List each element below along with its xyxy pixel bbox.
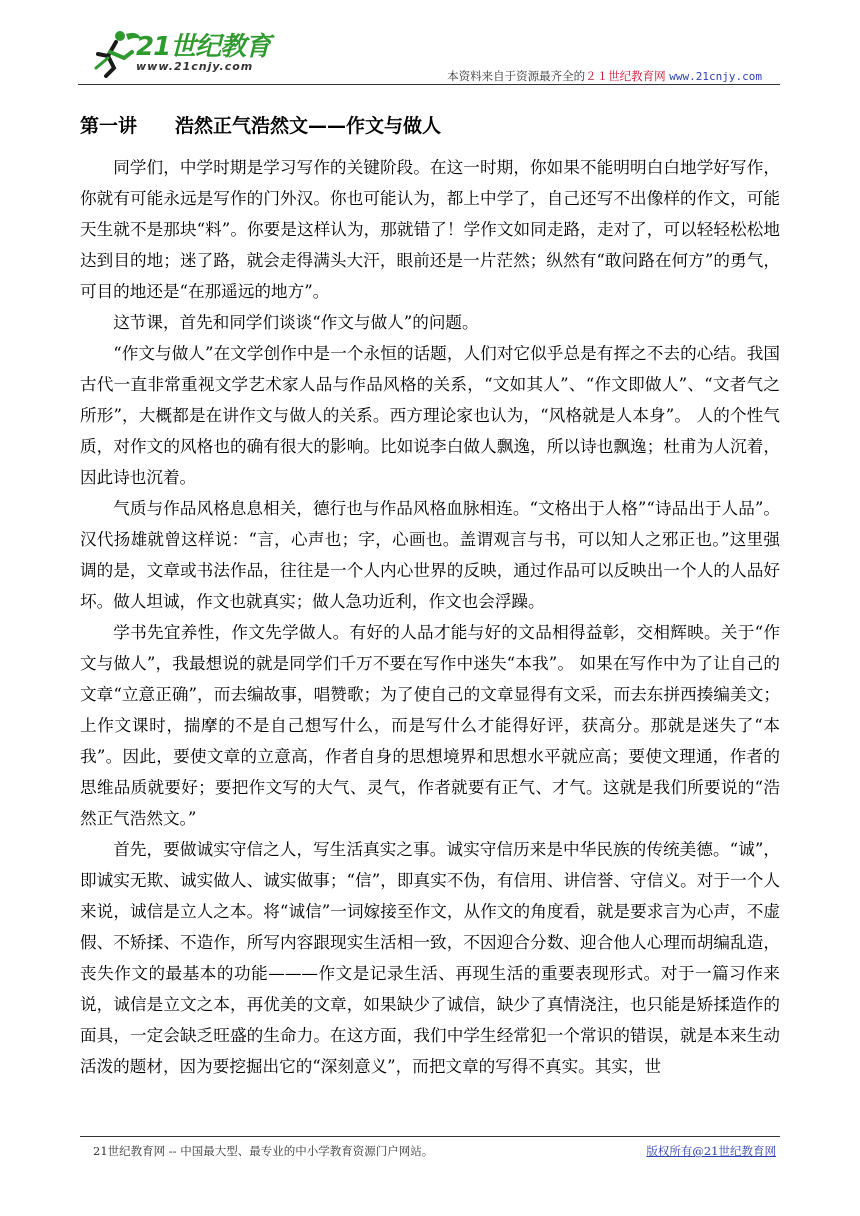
header-divider bbox=[78, 84, 780, 85]
footer-divider bbox=[80, 1136, 780, 1137]
logo-brand-text: 21世纪教育 bbox=[136, 32, 271, 62]
logo-url-text: www.21cnjy.com bbox=[136, 60, 254, 73]
paragraph: 这节课，首先和同学们谈谈“作文与做人”的问题。 bbox=[113, 313, 479, 332]
paragraph: 气质与作品风格息息相关，德行也与作品风格血脉相连。“文格出于人格”“诗品出于人品”。汉代扬雄就曾这样说：“言，心声也；字，心画也。盖谓观言与书，可以知人之邪正也。”这里强调的是，文章或书法作品，往往是一个人内心世界的反映，通过作品可以反映出一个人的人品好坏。做人坦诚，作文也就真实；做人急功近利，作文也会浮躁。 bbox=[80, 499, 780, 611]
header-source-site[interactable]: ２１世纪教育网 bbox=[585, 69, 666, 83]
page-header bbox=[78, 22, 780, 84]
paragraph: 同学们，中学时期是学习写作的关键阶段。在这一时期，你如果不能明明白白地学好写作，你就有可能永远是写作的门外汉。你也可能认为，都上中学了，自己还写不出像样的作文，可能天生就不是那块“料”。你要是这样认为，那就错了！学作文如同走路，走对了，可以轻轻松松地达到目的地；迷了路，就会走得满头大汗，眼前还是一片茫然；纵然有“敢问路在何方”的勇气，可目的地还是“在那遥远的地方”。 bbox=[80, 158, 780, 301]
paragraph: 首先，要做诚实守信之人，写生活真实之事。诚实守信历来是中华民族的传统美德。“诚”，即诚实无欺、诚实做人、诚实做事；“信”，即真实不伪，有信用、讲信誉、守信义。对于一个人来说，诚信是立人之本。将“诚信”一词嫁接至作文，从作文的角度看，就是要求言为心声，不虚假、不矫揉、不造作，所写内容跟现实生活相一致，不因迎合分数、迎合他人心理而胡编乱造，丧失作文的最基本的功能———作文是记录生活、再现生活的重要表现形式。对于一篇习作来说，诚信是立文之本，再优美的文章，如果缺少了诚信，缺少了真情浇注，也只能是矫揉造作的面具，一定会缺乏旺盛的生命力。在这方面，我们中学生经常犯一个常识的错误，就是本来生动活泼的题材，因为要挖掘出它的“深刻意义”，而把文章的写得不真实。其实，世 bbox=[80, 840, 780, 1076]
header-source-url[interactable]: www.21cnjy.com bbox=[669, 70, 762, 83]
footer-copyright-link[interactable]: 版权所有@21世纪教育网 bbox=[646, 1144, 776, 1158]
paragraph: “作文与做人”在文学创作中是一个永恒的话题，人们对它似乎总是有挥之不去的心结。我国古代一直非常重视文学艺术家人品与作品风格的关系，“文如其人”、“作文即做人”、“文者气之所形”，大概都是在讲作文与做人的关系。西方理论家也认为，“风格就是人本身”。 人的个性气质，对作文的风格也的确有很大的影响。比如说李白做人飘逸，所以诗也飘逸；杜甫为人沉着，因此诗也沉着。 bbox=[80, 344, 780, 487]
site-logo[interactable] bbox=[78, 22, 308, 80]
lesson-title: 第一讲 浩然正气浩然文——作文与做人 bbox=[80, 115, 442, 137]
paragraph: 学书先宜养性，作文先学做人。有好的人品才能与好的文品相得益彰，交相辉映。关于“作文与做人”，我最想说的就是同学们千万不要在写作中迷失“本我”。 如果在写作中为了让自己的文章“立意正确”，而去编故事，唱赞歌；为了使自己的文章显得有文采，而去东拼西揍编美文；上作文课时，揣摩的不是自己想写什么，而是写什么才能得好评，获高分。那就是迷失了“本我”。因此，要使文章的立意高，作者自身的思想境界和思想水平就应高；要使文理通，作者的思维品质就要好；要把作文写的大气、灵气，作者就要有正气、才气。这就是我们所要说的“浩然正气浩然文。” bbox=[80, 623, 780, 828]
header-source-prefix: 本资料来自于资源最齐全的 bbox=[447, 69, 586, 83]
header-source-line bbox=[447, 68, 762, 84]
footer-site-description: 21世纪教育网 -- 中国最大型、最专业的中小学教育资源门户网站。 bbox=[93, 1144, 434, 1158]
article-body bbox=[80, 152, 780, 1082]
